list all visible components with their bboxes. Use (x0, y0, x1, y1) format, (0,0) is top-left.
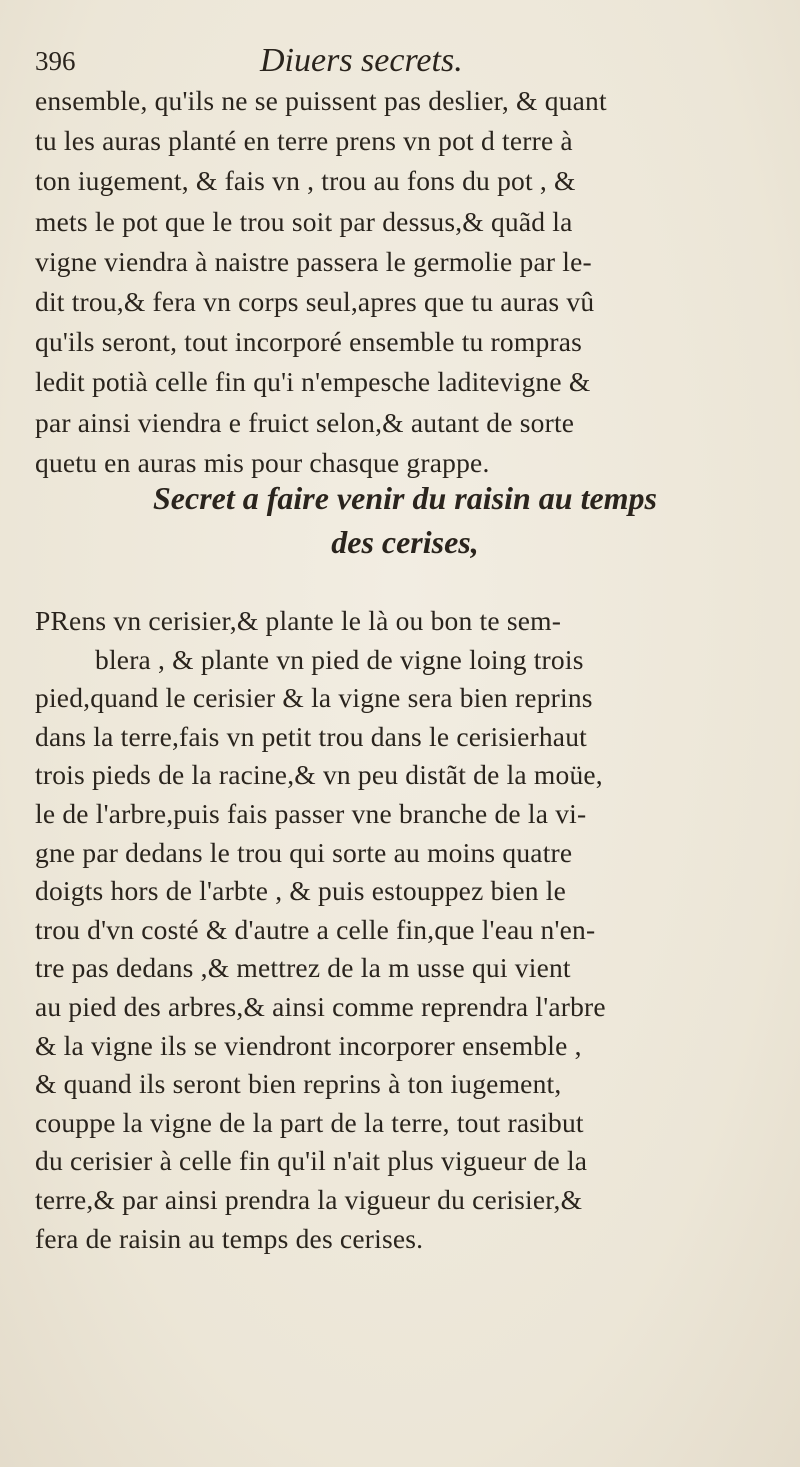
text-line: du cerisier à celle fin qu'il n'ait plus vigueur de la (35, 1145, 588, 1177)
paragraph-continued (35, 81, 775, 483)
page-number: 396 (35, 46, 76, 76)
text-line: ensemble, qu'ils ne se puissent pas deslier, & quant (35, 85, 607, 116)
text-line: trou d'vn costé & d'autre a celle fin,que l'eau n'en- (35, 913, 596, 945)
running-title: Diuers secrets. (260, 42, 463, 79)
text-line: le de l'arbre,puis fais passer vne branche de la vi- (35, 797, 587, 829)
text-line: tre pas dedans ,& mettrez de la m usse qui vient (35, 952, 571, 984)
text-line: & la vigne ils se viendront incorporer ensemble , (35, 1029, 582, 1061)
text-line: dans la terre,fais vn petit trou dans le cerisierhaut (35, 720, 587, 752)
text-line: dit trou,& fera vn corps seul,apres que tu auras vû (35, 285, 595, 317)
section-heading (35, 476, 775, 564)
text-line: mets le pot que le trou soit par dessus,& quãd la (35, 205, 573, 237)
text-line: fera de raisin au temps des cerises. (35, 1222, 424, 1254)
text-line-first: PRens vn cerisier,& plante le là ou bon te sem- (35, 605, 562, 636)
text-line: qu'ils seront, tout incorporé ensemble tu rompras (35, 326, 583, 358)
section-heading-line-1: Secret a faire venir du raisin au temps (152, 480, 657, 516)
text-line: terre,& par ainsi prendra la vigueur du cerisier,& (35, 1183, 583, 1215)
text-line: gne par dedans le trou qui sorte au moins quatre (35, 836, 573, 868)
section-heading-line-2: des cerises, (331, 524, 479, 560)
text-line: vigne viendra à naistre passera le germolie par le- (35, 245, 592, 277)
text-line: ledit potià celle fin qu'i n'empesche laditevigne & (35, 366, 591, 398)
text-line: doigts hors de l'arbte , & puis estouppez bien le (35, 875, 567, 907)
text-line: & quand ils seront bien reprins à ton iugement, (35, 1068, 562, 1100)
text-line: au pied des arbres,& ainsi comme reprendra l'arbre (35, 990, 606, 1022)
text-line: trois pieds de la racine,& vn peu distãt de la moüe, (35, 759, 603, 791)
text-line: tu les auras planté en terre prens vn pot d terre à (35, 125, 573, 157)
paragraph-secret (35, 602, 775, 1258)
text-line: pied,quand le cerisier & la vigne sera bien reprins (35, 682, 593, 714)
text-line: blera , & plante vn pied de vigne loing trois (95, 643, 584, 675)
text-line: ton iugement, & fais vn , trou au fons du pot , & (35, 165, 576, 197)
text-line: quetu en auras mis pour chasque grappe. (35, 446, 490, 478)
text-line: couppe la vigne de la part de la terre, tout rasibut (35, 1106, 584, 1138)
text-line: par ainsi viendra e fruict selon,& autant de sorte (35, 406, 575, 438)
